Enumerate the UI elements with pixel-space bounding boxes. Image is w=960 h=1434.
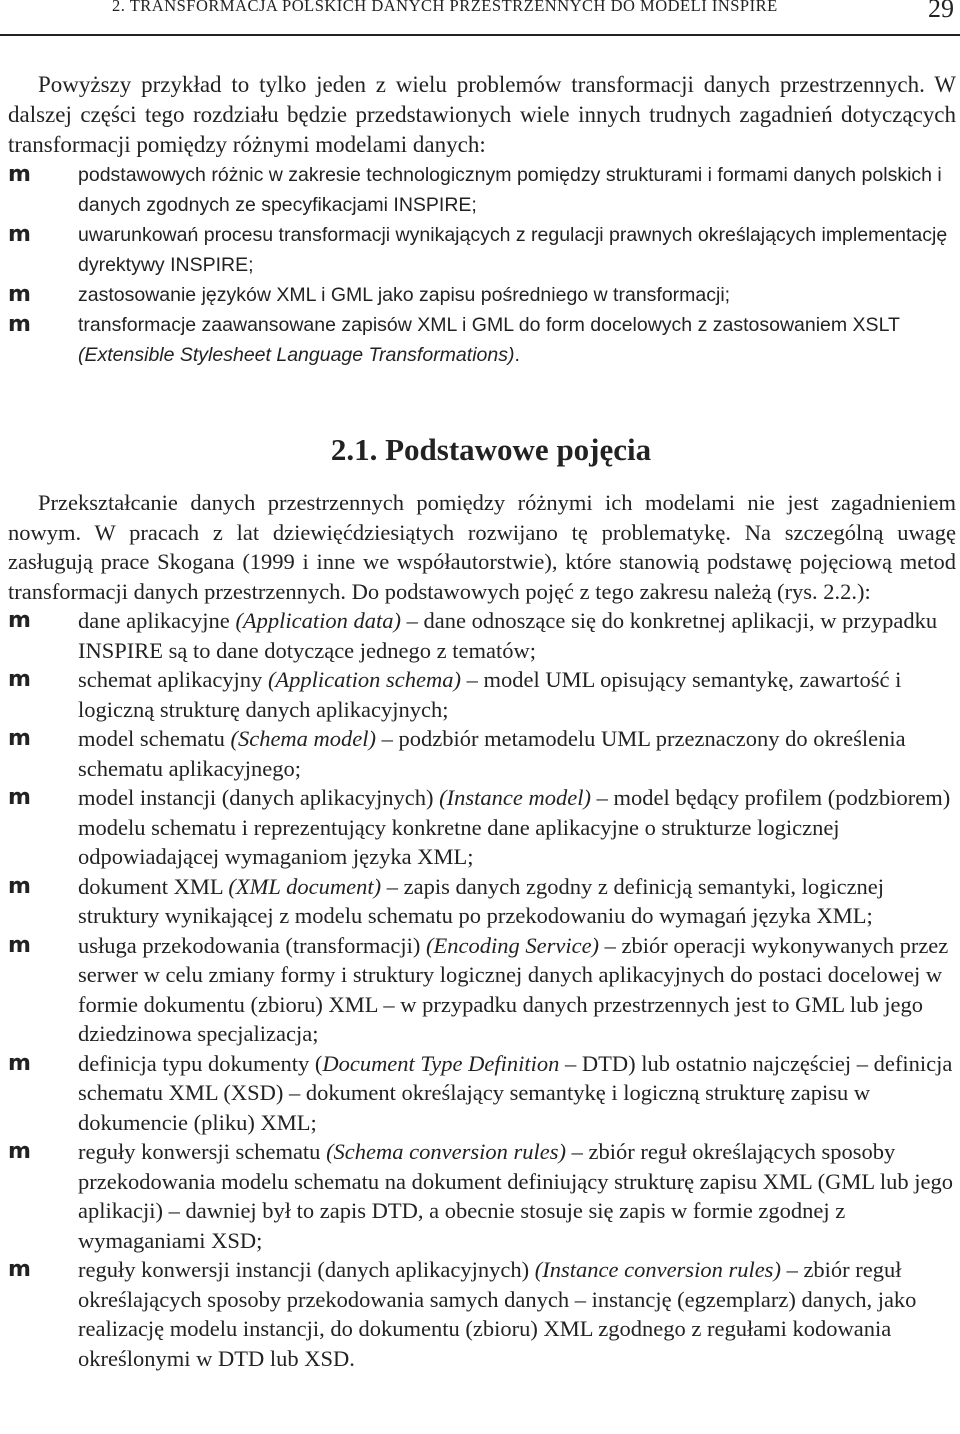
bullet-icon: m (8, 785, 31, 810)
bullet-icon: m (8, 162, 31, 187)
definition-term: model instancji (danych aplikacyjnych) (78, 785, 440, 810)
list-item (8, 220, 956, 280)
definition-text: – podzbiór metamodelu UML przeznaczony do określenia schematu aplikacyjnego; (78, 726, 906, 781)
definition-item (8, 724, 956, 783)
bullet-icon: m (8, 667, 31, 692)
definition-english-term: (Encoding Service) (426, 932, 600, 958)
definition-text: – model będący profilem (podzbiorem) modelu schematu i reprezentujący konkretne dane aplikacyjne o strukturze logicznej odpowiadającej wymaganiom języka XML; (78, 785, 951, 869)
list-item-text-end: . (514, 344, 520, 366)
definition-text: – zbiór reguł określających sposoby przekodowania modelu schematu na dokument definiujący strukturę zapisu XML (GML lub jego aplikacji) – dawniej był to zapis DTD, a obecnie stosuje się zapis w formie zgodnej z wymaganiami XSD; (78, 1139, 953, 1253)
list-item-text: zastosowanie języków XML i GML jako zapisu pośredniego w transformacji; (78, 284, 731, 306)
definition-item (8, 1255, 956, 1373)
bullet-icon: m (8, 873, 31, 899)
body-paragraph: Przekształcanie danych przestrzennych pomiędzy różnymi ich modelami nie jest zagadnieniem nowym. W pracach z lat dziewięćdziesiątych rozwijano tę problematykę. Na szczególną uwagę zasługują prace Skogana (1999 i inne we współautorstwie), które stanowią podstawę pojęciową metod transformacji danych przestrzennych. Do podstawowych pojęć z tego zakresu należą (rys. 2.2.): (8, 490, 956, 604)
definition-item (8, 1049, 956, 1138)
definition-term: usługa przekodowania (transformacji) (78, 932, 426, 958)
list-item-text: transformacje zaawansowane zapisów XML i GML do form docelowych z zastosowaniem XSLT (78, 314, 900, 336)
definition-english-term: (Schema conversion rules) (326, 1139, 566, 1164)
definitions-list (8, 606, 956, 1373)
definition-english-term: (XML document) (228, 873, 382, 899)
topics-list (8, 160, 956, 370)
definition-term: reguły konwersji schematu (78, 1139, 327, 1164)
definition-text: – DTD) lub ostatnio najczęściej – definicja schematu XML (XSD) – dokument określający semantykę i logiczną strukturę zapisu w dokumencie (pliku) XML; (78, 1050, 953, 1135)
definition-item (8, 872, 956, 931)
definition-text: – model UML opisujący semantykę, zawartość i logiczną strukturę danych aplikacyjnych; (78, 667, 902, 722)
definition-text: – zapis danych zgodny z definicją semantyki, logicznej struktury wynikającej z modelu schematu po przekodowaniu do wymagań języka XML; (78, 873, 885, 928)
list-item (8, 310, 956, 370)
definition-term: dane aplikacyjne (78, 608, 236, 633)
definition-text: – zbiór operacji wykonywanych przez serwer w celu zmiany formy i struktury logicznej danych aplikacyjnych do postaci docelowej w formie dokumentu (zbioru) XML – w przypadku danych przestrzennych jest to GML lub jego dziedzinowa specjalizacja; (78, 932, 949, 1046)
bullet-icon: m (8, 1139, 31, 1164)
bullet-icon: m (8, 282, 31, 307)
definition-english-term: (Application schema) (267, 667, 462, 692)
bullet-icon: m (8, 1050, 31, 1076)
definition-term: schemat aplikacyjny (78, 667, 268, 692)
definition-item (8, 1137, 956, 1255)
definition-item (8, 783, 956, 872)
definition-item (8, 931, 956, 1049)
definition-text: – zbiór reguł określających sposoby przekodowania samych danych – instancję (egzemplarz) danych, jako realizację modelu instancji, do dokumentu (zbioru) XML zgodnego z regułami kodowania określonymi w DTD lub XSD. (78, 1257, 917, 1371)
bullet-icon: m (8, 1257, 31, 1282)
definition-text: – dane odnoszące się do konkretnej aplikacji, w przypadku INSPIRE są to dane dotyczące jednego z tematów; (78, 608, 938, 663)
definition-term: model schematu (78, 726, 231, 751)
list-item (8, 160, 956, 220)
bullet-icon: m (8, 932, 31, 958)
definition-english-term: Document Type Definition (322, 1050, 560, 1076)
definition-english-term: (Application data) (235, 608, 402, 633)
list-item (8, 280, 956, 310)
list-item-text: podstawowych różnic w zakresie technologicznym pomiędzy strukturami i formami danych polskich i danych zgodnych ze specyfikacjami INSPIRE; (78, 164, 942, 216)
definition-english-term: (Instance model) (439, 785, 591, 810)
definition-item (8, 665, 956, 724)
running-header (0, 0, 960, 36)
intro-paragraph: Powyższy przykład to tylko jeden z wielu problemów transformacji danych przestrzennych. W dalszej części tego rozdziału będzie przedstawionych wiele innych trudnych zagadnień dotyczących transformacji pomiędzy różnymi modelami danych: (8, 72, 956, 157)
bullet-icon: m (8, 608, 31, 633)
definition-english-term: (Instance conversion rules) (534, 1257, 781, 1282)
section-heading: 2.1. Podstawowe pojęcia (330, 432, 652, 467)
bullet-icon: m (8, 222, 31, 247)
list-item-italic: (Extensible Stylesheet Language Transformations) (78, 344, 515, 366)
definition-english-term: (Schema model) (230, 726, 377, 751)
definition-item (8, 606, 956, 665)
definition-term: reguły konwersji instancji (danych aplikacyjnych) (78, 1257, 535, 1282)
bullet-icon: m (8, 726, 31, 751)
page-number: 29 (928, 0, 954, 23)
bullet-icon: m (8, 312, 31, 337)
list-item-text: uwarunkowań procesu transformacji wynikających z regulacji prawnych określających implementację dyrektywy INSPIRE; (78, 224, 948, 276)
chapter-title: 2. TRANSFORMACJA POLSKICH DANYCH PRZESTRZENNYCH DO MODELI INSPIRE (112, 0, 778, 15)
definition-term: dokument XML (78, 873, 229, 899)
definition-term: definicja typu dokumenty ( (78, 1050, 323, 1076)
page-content (8, 70, 956, 1373)
